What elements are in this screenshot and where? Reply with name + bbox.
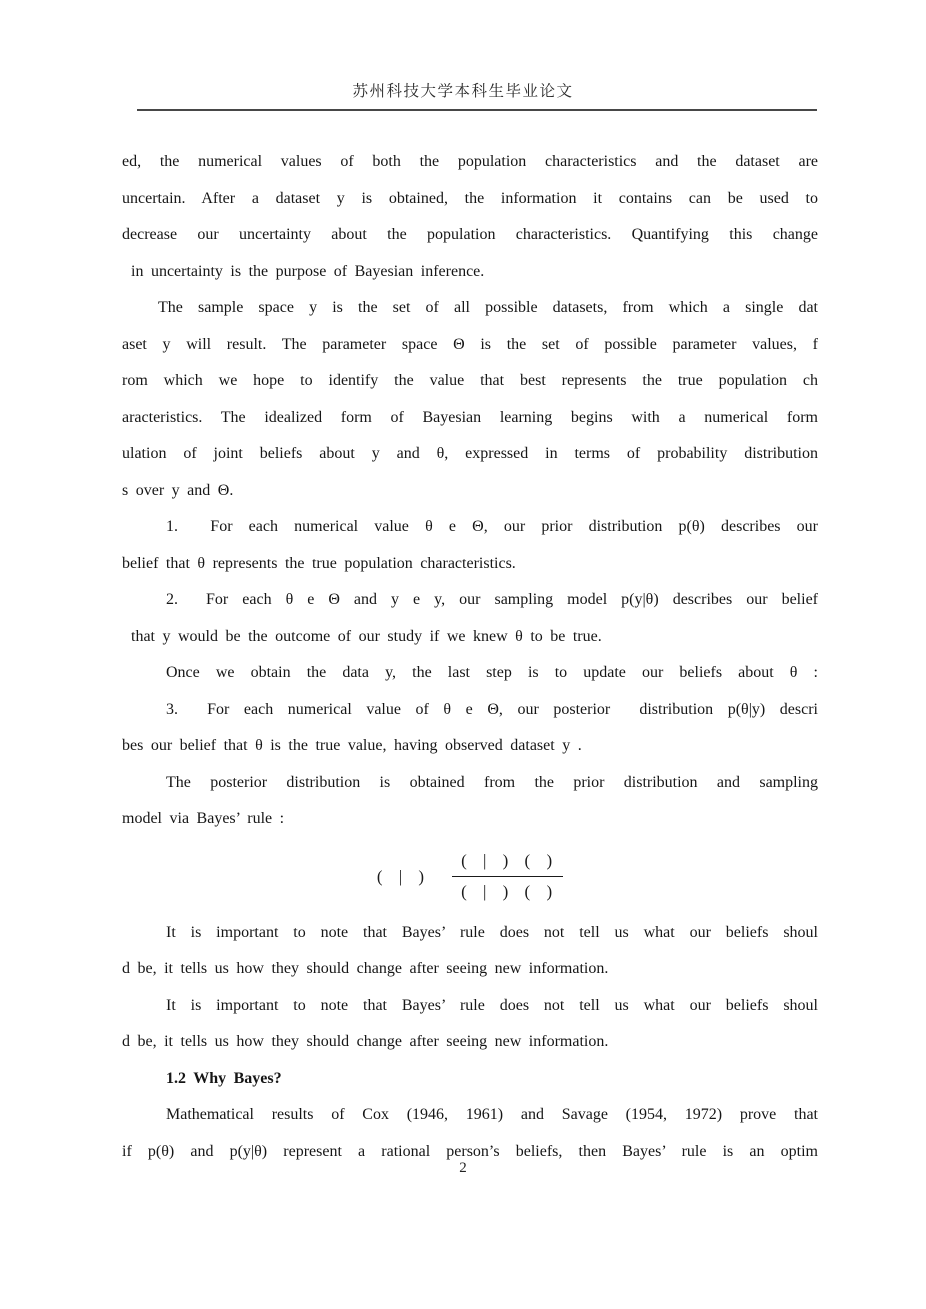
text-line: The sample space y is the set of all possible datasets, from which a single dat <box>158 299 818 316</box>
header-title: 苏州科技大学本科生毕业论文 <box>352 83 574 100</box>
formula-lhs: ( | ) <box>376 866 427 886</box>
text-line: 1.2 Why Bayes? <box>166 1069 282 1087</box>
text-line: bes our belief that θ is the true value, having observed dataset y . <box>122 737 582 754</box>
text-line: in uncertainty is the purpose of Bayesian inference. <box>131 262 485 280</box>
formula-fraction <box>452 848 563 905</box>
text-line: d be, it tells us how they should change after seeing new information. <box>122 960 609 977</box>
body-part-2 <box>122 915 818 1171</box>
bayes-rule-formula <box>122 838 818 915</box>
body-content <box>122 144 818 1170</box>
text-line: uncertain. After a dataset y is obtained, the information it contains can be used to <box>122 189 818 207</box>
text-line: ulation of joint beliefs about y and θ, expressed in terms of probability distribution <box>122 445 818 462</box>
text-line: if p(θ) and p(y|θ) represent a rational person’s beliefs, then Bayes’ rule is an optim <box>122 1142 818 1160</box>
page-number: 2 <box>459 1160 467 1176</box>
body-part-1 <box>122 144 818 838</box>
formula-numerator: ( | ) ( ) <box>452 848 563 877</box>
text-line: that y would be the outcome of our study if we knew θ to be true. <box>131 627 602 645</box>
text-line: The posterior distribution is obtained from the prior distribution and sampling <box>166 773 818 791</box>
text-line: model via Bayes’ rule : <box>122 810 285 827</box>
text-line: It is important to note that Bayes’ rule does not tell us what our beliefs shoul <box>166 923 818 941</box>
text-line: 3. For each numerical value of θ e Θ, our posterior distribution p(θ|y) descri <box>166 700 818 718</box>
text-line: d be, it tells us how they should change after seeing new information. <box>122 1033 609 1050</box>
text-line: aset y will result. The parameter space Θ is the set of possible parameter values, f <box>122 335 818 353</box>
text-line: 2. For each θ e Θ and y e y, our sampling model p(y|θ) describes our belief <box>166 591 818 608</box>
text-line: s over y and Θ. <box>122 481 234 499</box>
formula-denominator: ( | ) ( ) <box>461 881 555 901</box>
text-line: decrease our uncertainty about the population characteristics. Quantifying this change <box>122 226 818 243</box>
text-line: rom which we hope to identify the value that best represents the true population ch <box>122 372 818 389</box>
text-line: belief that θ represents the true population characteristics. <box>122 554 516 572</box>
text-line: 1. For each numerical value θ e Θ, our prior distribution p(θ) describes our <box>166 518 818 535</box>
text-line: Once we obtain the data y, the last step is to update our beliefs about θ : <box>166 664 818 681</box>
header-rule <box>137 109 817 111</box>
text-line: ed, the numerical values of both the population characteristics and the dataset are <box>122 153 818 170</box>
text-line: Mathematical results of Cox (1946, 1961) and Savage (1954, 1972) prove that <box>166 1106 818 1123</box>
text-line: aracteristics. The idealized form of Bayesian learning begins with a numerical form <box>122 408 818 426</box>
text-line: It is important to note that Bayes’ rule does not tell us what our beliefs shoul <box>166 996 818 1014</box>
